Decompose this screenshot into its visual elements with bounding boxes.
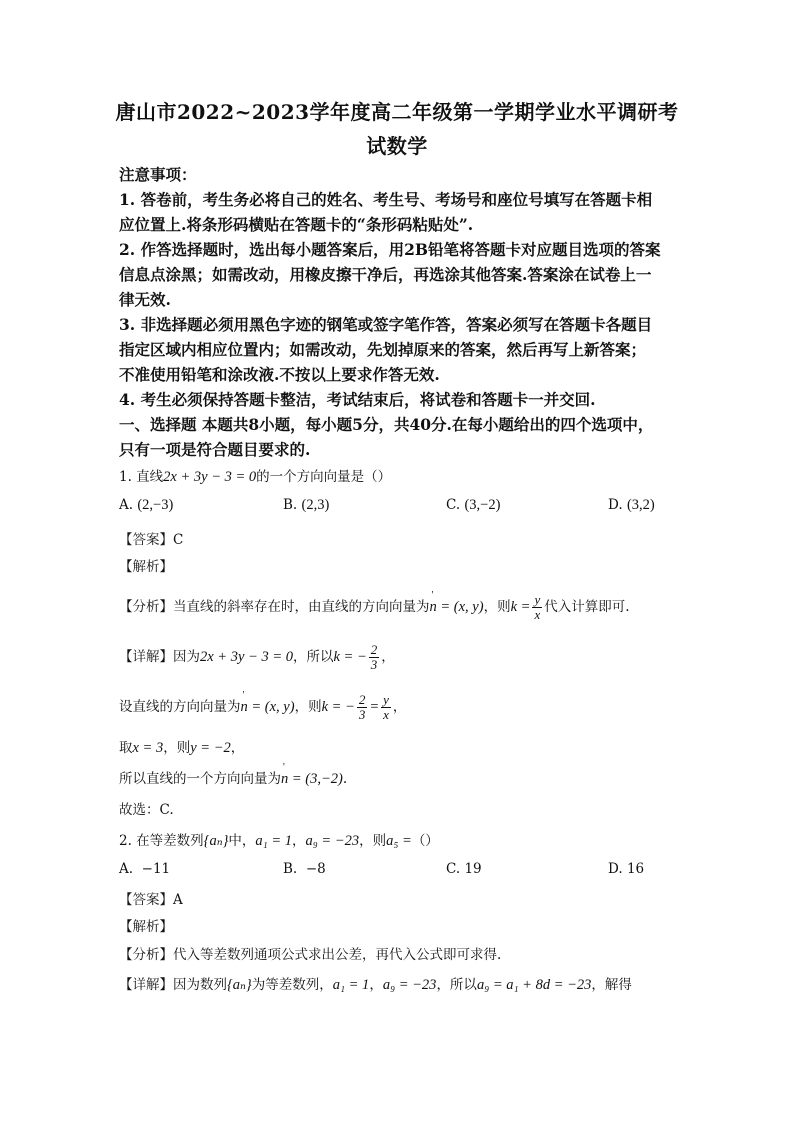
notice-line-9: 4. 考生必须保持答题卡整洁，考试结束后，将试卷和答题卡一并交回. [119, 390, 596, 409]
q2-xiangjie-tag: 【详解】 [119, 977, 173, 993]
q1-stem-suffix: 的一个方向向量是（） [256, 469, 392, 485]
q2-option-b [283, 861, 326, 877]
q1-jiexi-tag: 【解析】 [119, 559, 173, 575]
q1-fenxi-tag: 【分析】 [119, 599, 173, 615]
q1-fenxi-fraction-num: y [534, 592, 541, 607]
section-heading: 一、选择题 本题共8小题，每小题5分，共40分.在每小题给出的四个选项中， [119, 415, 654, 434]
q2-option-c-label: C. [446, 861, 461, 877]
q2-xiangjie [119, 973, 632, 994]
q1-option-c-label: C. [446, 497, 461, 513]
q2-stem-sequence: {aₙ} [203, 833, 229, 849]
q1-stem-prefix: 1. 直线 [119, 469, 164, 485]
q1-l2-text-2: ，则 [294, 699, 322, 715]
q2-answer-value: A [173, 892, 183, 908]
q1-fenxi-fraction [532, 593, 542, 622]
q2-option-c [446, 861, 482, 877]
q1-answer-tag: 【答案】 [119, 532, 173, 548]
q1-option-c [446, 497, 500, 514]
q1-answer-value: C [173, 532, 184, 548]
q1-stem [119, 465, 391, 486]
page-title-continued: 试数学 [366, 134, 428, 158]
q1-l3-x: x = 3 [132, 740, 164, 756]
q2-stem-a1: a₁ = 1 [255, 833, 292, 849]
q2-stem-mid-3: ，则 [359, 833, 387, 849]
q2-xj-a9: a₉ = −23 [382, 977, 437, 993]
q1-xiangjie-line-4 [119, 767, 347, 788]
q1-option-b-value: (2,3) [301, 497, 330, 513]
q2-xj-equation: a₉ = a₁ + 8d = −23 [476, 977, 592, 993]
notice-line-3: 2. 作答选择题时，选出每小题答案后，用2B铅笔将答题卡对应题目选项的答案 [119, 240, 661, 259]
q2-answer [119, 888, 183, 908]
section-heading-continued: 只有一项是符合题目要求的. [119, 440, 311, 459]
q2-xj-a1: a₁ = 1 [332, 977, 370, 993]
q1-answer [119, 528, 183, 548]
q2-option-b-label: B. [283, 861, 298, 877]
q1-guxuan: 故选：C. [119, 802, 174, 818]
q1-fenxi-vector: ' n = (x, y) [430, 599, 484, 616]
notice-line-4: 信息点涂黑；如需改动，用橡皮擦干净后，再选涂其他答案.答案涂在试卷上一 [119, 265, 652, 284]
q1-option-d-label: D. [608, 497, 623, 513]
q1-l4-end: . [342, 771, 348, 787]
q1-option-c-value: (3,−2) [464, 497, 501, 513]
q1-l4-vector: ' n = (3,−2) [281, 771, 343, 788]
q2-stem-a5: a₅ = [386, 833, 412, 849]
q2-option-d-value: 16 [626, 861, 645, 877]
q1-l2-fraction-2-den: x [383, 707, 389, 722]
page-title: 唐山市2022~2023学年度高二年级第一学期学业水平调研考 [115, 100, 679, 124]
q1-xj-k: k = − [333, 649, 367, 665]
q1-fenxi-text-3: 代入计算即可. [544, 599, 630, 615]
q1-xj-end: ， [381, 649, 395, 665]
q2-xj-end: ，解得 [591, 977, 632, 993]
q1-l2-end: ， [392, 699, 407, 715]
q2-xj-text-3: ，所以 [436, 977, 477, 993]
q1-l2-vector: ' n = (x, y) [241, 699, 295, 716]
q1-l3-end: ， [230, 740, 245, 756]
q2-xj-sep: ， [369, 977, 383, 993]
q1-stem-equation: 2x + 3y − 3 = 0 [163, 469, 257, 485]
q2-xj-text-2: 为等差数列， [251, 977, 333, 993]
notice-line-2: 应位置上.将条形码横贴在答题卡的“条形码粘贴处”. [119, 215, 474, 234]
q2-option-a-value: −11 [141, 861, 171, 877]
q1-xj-equation: 2x + 3y − 3 = 0 [200, 649, 293, 665]
q1-l2-text-1: 设直线的方向向量为 [119, 699, 241, 715]
q1-option-a-label: A. [119, 497, 134, 513]
q1-fenxi-k: k = [510, 599, 531, 615]
q1-xj-fraction-num: 2 [370, 642, 378, 657]
q1-l2-equals: = [369, 699, 380, 715]
q2-stem-mid-2: ， [291, 833, 306, 849]
q1-l2-fraction-1-num: 2 [358, 692, 366, 707]
q2-option-a [119, 861, 170, 877]
q1-option-d [608, 497, 655, 514]
q1-xj-fraction [369, 643, 380, 672]
q1-option-d-value: (3,2) [626, 497, 655, 513]
q1-fenxi-fraction-den: x [534, 607, 541, 622]
q2-stem-prefix: 2. 在等差数列 [119, 833, 204, 849]
q2-xj-text-1: 因为数列 [173, 977, 227, 993]
q1-option-a [119, 497, 173, 514]
q1-fenxi [119, 593, 630, 622]
q2-fenxi-tag: 【分析】 [119, 947, 173, 963]
q1-l3-text-2: ，则 [163, 740, 191, 756]
q2-option-d-label: D. [608, 861, 623, 877]
q1-option-a-value: (2,−3) [137, 497, 174, 513]
q1-xj-fraction-den: 3 [370, 657, 378, 672]
q1-option-b-label: B. [283, 497, 298, 513]
notice-line-7: 指定区域内相应位置内；如需改动，先划掉原来的答案，然后再写上新答案； [119, 340, 647, 359]
q1-l2-fraction-1 [357, 693, 368, 722]
q2-jiexi-tag: 【解析】 [119, 919, 173, 935]
q1-xj-text-2: ，所以 [292, 649, 334, 665]
q2-answer-tag: 【答案】 [119, 892, 173, 908]
q1-l2-fraction-1-den: 3 [358, 707, 366, 722]
q2-option-b-value: −8 [305, 861, 326, 877]
notice-line-6: 3. 非选择题必须用黑色字迹的钢笔或签字笔作答，答案必须写在答题卡各题目 [119, 315, 653, 334]
q1-l3-text-1: 取 [119, 740, 133, 756]
q1-fenxi-text-1: 当直线的斜率存在时，由直线的方向向量为 [173, 599, 430, 615]
q2-stem-a9: a₉ = −23 [305, 833, 360, 849]
q1-xiangjie-line-3 [119, 736, 244, 757]
q1-l2-fraction-2 [381, 693, 391, 722]
notice-line-1: 1. 答卷前，考生务必将自己的姓名、考生号、考场号和座位号填写在答题卡相 [119, 190, 653, 209]
q1-xiangjie-line-2 [119, 693, 406, 722]
q1-xj-text-1: 因为 [173, 649, 200, 665]
q1-option-b [283, 497, 329, 514]
q2-xj-sequence: {aₙ} [227, 977, 252, 993]
q2-stem-suffix: （） [411, 833, 439, 849]
q2-fenxi [119, 943, 501, 963]
q2-stem-mid-1: 中， [228, 833, 256, 849]
notice-heading: 注意事项： [119, 165, 197, 184]
q1-l2-fraction-2-num: y [383, 692, 389, 707]
notice-line-5: 律无效. [119, 290, 171, 309]
q2-option-d [608, 861, 644, 877]
q1-xiangjie-line-1 [119, 643, 395, 672]
notice-line-8: 不准使用铅笔和涂改液.不按以上要求作答无效. [119, 365, 440, 384]
q2-stem [119, 829, 439, 850]
q1-l2-k: k = − [321, 699, 355, 715]
q1-xiangjie-tag: 【详解】 [119, 649, 173, 665]
q2-option-c-value: 19 [464, 861, 482, 877]
q2-fenxi-text: 代入等差数列通项公式求出公差，再代入公式即可求得. [173, 947, 502, 963]
q1-l4-text-1: 所以直线的一个方向向量为 [119, 771, 281, 787]
q1-l3-y: y = −2 [190, 740, 231, 756]
q1-fenxi-text-2: ，则 [483, 599, 511, 615]
q2-option-a-label: A. [119, 861, 134, 877]
